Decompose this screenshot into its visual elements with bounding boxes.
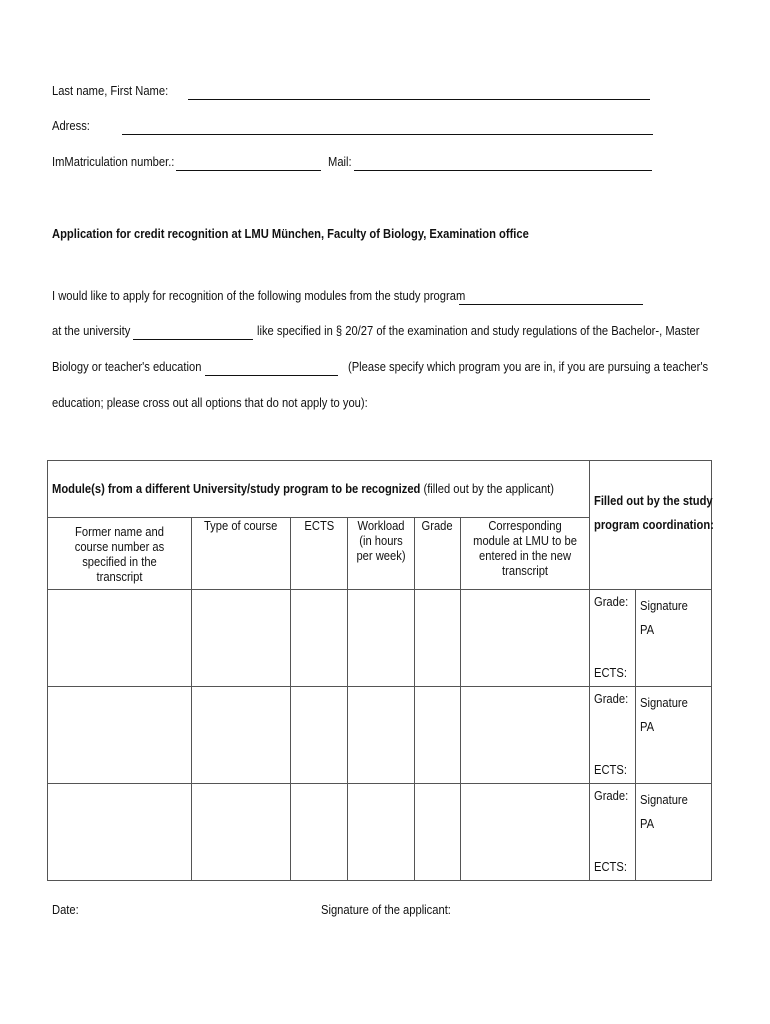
address-field[interactable] [122,134,653,135]
mail-field[interactable] [354,170,652,171]
program-type-field[interactable] [205,375,338,376]
paragraph-line-3a: Biology or teacher's education [52,359,202,374]
paragraph-line-2b: like specified in § 20/27 of the examination and study regulations of the Bachelor-, Master [257,323,700,338]
ects-label: ECTS: [594,762,627,777]
date-label: Date: [52,902,79,917]
corresponding-module-cell[interactable] [461,687,590,784]
grade-label: Grade: [594,788,629,803]
matriculation-label: ImMatriculation number.: [52,154,175,169]
column-header-former-name: Former name and course number as specified in the transcript [48,518,192,590]
paragraph-line-2a: at the university [52,323,131,338]
column-header-corresponding-module: Corresponding module at LMU to be entered in the new transcript [461,518,590,590]
grade-cell[interactable] [415,784,461,881]
ects-cell[interactable] [291,590,348,687]
type-of-course-cell[interactable] [192,687,291,784]
signature-pa-cell[interactable] [636,687,712,784]
name-label: Last name, First Name: [52,83,169,98]
name-field[interactable] [188,99,650,100]
applicant-signature-label: Signature of the applicant: [321,902,451,917]
workload-cell[interactable] [348,590,415,687]
column-header-workload: Workload (in hours per week) [348,518,415,590]
workload-cell[interactable] [348,687,415,784]
coordination-grade-cell[interactable] [590,784,636,881]
mail-label: Mail: [328,154,352,169]
matriculation-field[interactable] [176,170,321,171]
ects-label: ECTS: [594,665,627,680]
document-title: Application for credit recognition at LMU München, Faculty of Biology, Examination office [52,226,529,241]
coordination-section-header: Filled out by the study program coordination: [590,461,712,590]
address-label: Adress: [52,118,90,133]
coordination-grade-cell[interactable] [590,687,636,784]
study-program-field[interactable] [459,304,643,305]
signature-pa-cell[interactable] [636,784,712,881]
ects-cell[interactable] [291,784,348,881]
table-row [48,590,712,687]
signature-pa-label: Signature PA [640,598,688,637]
grade-label: Grade: [594,594,629,609]
former-name-cell[interactable] [48,687,192,784]
grade-label: Grade: [594,691,629,706]
signature-pa-cell[interactable] [636,590,712,687]
column-header-type-of-course: Type of course [192,518,291,590]
paragraph-line-1: I would like to apply for recognition of the following modules from the study program [52,288,466,303]
signature-pa-label: Signature PA [640,695,688,734]
workload-cell[interactable] [348,784,415,881]
university-field[interactable] [133,339,253,340]
table-row [48,687,712,784]
corresponding-module-cell[interactable] [461,590,590,687]
corresponding-module-cell[interactable] [461,784,590,881]
signature-pa-label: Signature PA [640,792,688,831]
grade-cell[interactable] [415,687,461,784]
former-name-cell[interactable] [48,590,192,687]
applicant-section-header: Module(s) from a different University/study program to be recognized (filled out by the applicant) [48,461,590,518]
recognition-table [47,460,712,881]
type-of-course-cell[interactable] [192,784,291,881]
ects-cell[interactable] [291,687,348,784]
grade-cell[interactable] [415,590,461,687]
paragraph-line-4: education; please cross out all options that do not apply to you): [52,395,368,410]
column-header-grade: Grade [415,518,461,590]
paragraph-line-3b: (Please specify which program you are in, if you are pursuing a teacher's [348,359,709,374]
column-header-ects: ECTS [291,518,348,590]
coordination-grade-cell[interactable] [590,590,636,687]
former-name-cell[interactable] [48,784,192,881]
ects-label: ECTS: [594,859,627,874]
table-row [48,784,712,881]
type-of-course-cell[interactable] [192,590,291,687]
